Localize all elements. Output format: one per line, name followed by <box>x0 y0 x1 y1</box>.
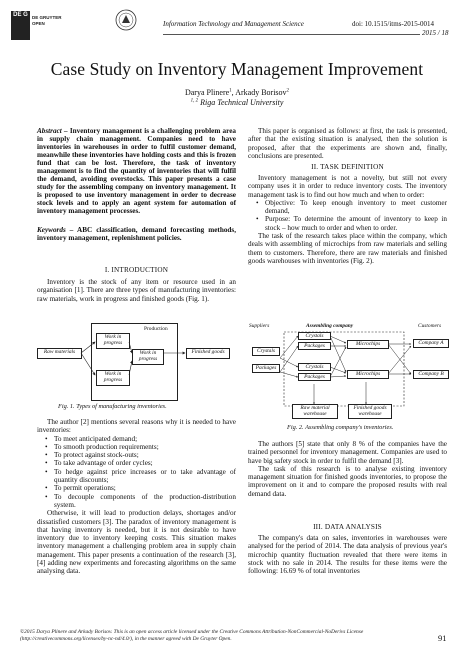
affiliation <box>0 98 474 107</box>
author-1-sup: 1 <box>229 88 232 94</box>
header-rule <box>163 34 420 35</box>
list-item: • To meet anticipated demand; <box>54 435 236 443</box>
authors <box>0 88 474 97</box>
keywords-label: Keywords – <box>37 226 74 234</box>
doi[interactable]: doi: 10.1515/itms-2015-0014 <box>352 20 435 28</box>
company-a-box: Company A <box>413 339 449 348</box>
organisation-text: This paper is organised as follows: at first, the task is presented, after that the existing situation is analysed, then the solution is proposed, after that the experiments are shown and, finally, conclusions are presented. <box>248 127 447 160</box>
right-paragraph-1 <box>248 127 447 160</box>
list-item: • To protect against stock-outs; <box>54 451 236 459</box>
figure-2-caption: Fig. 2. Assembling company's inventories. <box>287 424 394 431</box>
intro-text-3: Otherwise, it will lead to production delays, shortages and/or dissatisfied customers [3]. The paradox of inventory management is that having inventory is needed, but it is not desirable to have inventory due to inventory keeping costs. This situation makes inventory management a challenging problem area in supply chain management. This paper presents a continuation of the research [3], [4] adding new experiments and forecasting algorithms on the same analysing data. <box>37 509 236 576</box>
crystals-box-1: Crystals <box>298 332 331 340</box>
task-text-2: The task of the research takes place within the company, which deals with assembling of microchips from raw materials and selling them to customers. Therefore, there are raw materials and finished goods warehouses with inventories (Fig. 2). <box>248 232 447 265</box>
list-item: • Purpose: To determine the amount of inventory to keep in stock – how much to order and when to order. <box>265 215 447 232</box>
crystals-box-2: Crystals <box>298 363 331 371</box>
company-b-box: Company B <box>413 370 449 379</box>
list-item: • To take advantage of order cycles; <box>54 459 236 467</box>
figure-1-arrows <box>37 323 236 403</box>
list-item: • To decouple components of the production-distribution system. <box>54 493 236 510</box>
task-text-3: The authors [5] state that only 8 % of the companies have the trained personnel for inventory management. Companies are used to have big safety stock in order to fulfil the demand [3]. <box>248 440 447 465</box>
abstract-text: Inventory management is a challenging problem area in supply chain management. Companies need to have inventories in warehouses in order to fulfil customer demand, meanwhile these inventories have holding costs and this is frozen fund that can be lost. Therefore, the task of inventory management is to find the quantity of inventories that will fulfil the demand, avoiding overstocks. This paper presents a case study for the assembling company on inventory management. It is proposed to use inventory management in order to decrease stock levels and to apply an agent system for automation of inventory management processes. <box>37 127 236 215</box>
production-label: Production <box>144 326 168 332</box>
journal-name: Information Technology and Management Science <box>163 20 304 28</box>
reasons-list <box>37 435 236 510</box>
section-heading-data-analysis: III. DATA ANALYSIS <box>313 523 382 531</box>
suppliers-label: Suppliers <box>249 323 270 329</box>
abstract <box>37 127 236 215</box>
intro-paragraph-2 <box>37 418 236 576</box>
data-analysis-body <box>248 534 447 575</box>
data-analysis-text: The company's data on sales, inventories in warehouses were analysed for the period of 2014. The data analysis of previous year's microchip quantity fluctuation revealed that there were items in stock with no sale in 2014. The results for these items were the following: 16.69 % of total inventories <box>248 534 447 576</box>
assembling-company-label: Assembling company <box>306 323 354 329</box>
intro-text-2: The author [2] mentions several reasons why it is needed to have inventories: <box>37 418 236 435</box>
logo-mark: DE G <box>13 12 28 18</box>
author-2: , Arkady Borisov <box>231 88 287 97</box>
intro-text-1: Inventory is the stock of any item or resource used in an organisation [1]. There are three types of manufacturing inventories: raw materials, work in progress and finished goods (Fig. 1). <box>37 278 236 303</box>
paper-title: Case Study on Inventory Management Improvement <box>50 59 424 79</box>
raw-material-warehouse-box: Raw material warehouse <box>292 404 338 419</box>
license-footer: ©2015 Darya Plinere and Arkady Borisov. This is an open access article licensed under the Creative Commons Attribution-NonCommercial-NoDerivs License (http://creativecommons.org/licenses/by-nc-nd/4.0/), in the manner agreed with De Gruyter Open. <box>20 629 364 642</box>
publisher-logo <box>11 11 30 40</box>
supplier-packages-box: Packages <box>252 364 280 373</box>
affiliation-name: Riga Technical University <box>200 98 284 107</box>
wip-box-2: Work in progress <box>132 349 164 365</box>
publisher-name <box>32 15 62 27</box>
page-number: 91 <box>438 633 447 643</box>
university-seal-icon <box>115 9 137 31</box>
finished-goods-warehouse-box: Finished goods warehouse <box>348 404 392 419</box>
publisher-line-2: OPEN <box>32 21 45 26</box>
list-item: • Objective: To keep enough inventory to meet customer demand, <box>265 199 447 216</box>
abstract-label: Abstract – <box>37 127 68 135</box>
volume-year: 2015 / 18 <box>422 29 449 37</box>
packages-box-1: Packages <box>298 342 331 350</box>
raw-materials-box: Raw materials <box>37 348 82 359</box>
microchips-box-1: Microchips <box>347 340 389 349</box>
wip-box-3: Work in progress <box>96 370 130 386</box>
author-1: Darya Plinere <box>184 88 230 97</box>
intro-paragraph-1 <box>37 278 236 303</box>
section-heading-task-definition: II. TASK DEFINITION <box>311 163 384 171</box>
publisher-line-1: DE GRUYTER <box>32 15 62 20</box>
keywords <box>37 226 236 242</box>
microchips-box-2: Microchips <box>347 370 389 379</box>
supplier-crystals-box: Crystals <box>252 347 280 356</box>
packages-box-2: Packages <box>298 373 331 381</box>
objective-list <box>248 199 447 232</box>
task-text-4: The task of this research is to analyse existing inventory management situation for finished goods inventories, to propose the improvement on it and to compare the proposed results with real demand data. <box>248 464 447 498</box>
list-item: • To permit operations; <box>54 484 236 492</box>
affiliation-sup: 1, 2 <box>190 98 199 104</box>
task-text-1: Inventory management is not a novelty, but still not every company uses it in order to reduce inventory costs. The inventory management task is to find out how much and when to order: <box>248 174 447 199</box>
list-item: • To hedge against price increases or to take advantage of quantity discounts; <box>54 468 236 485</box>
customers-label: Customers <box>418 323 442 329</box>
task-definition-continued <box>248 440 447 498</box>
keywords-text: ABC classification, demand forecasting methods, inventory management, replenishment policies. <box>37 226 237 242</box>
list-item: • To smooth production requirements; <box>54 443 236 451</box>
task-definition-body <box>248 174 447 265</box>
wip-box-1: Work in progress <box>96 333 130 349</box>
figure-1-caption: Fig. 1. Types of manufacturing inventories. <box>58 403 167 410</box>
finished-goods-box: Finished goods <box>186 348 230 359</box>
author-2-sup: 2 <box>286 88 290 94</box>
section-heading-introduction: I. INTRODUCTION <box>104 266 169 274</box>
